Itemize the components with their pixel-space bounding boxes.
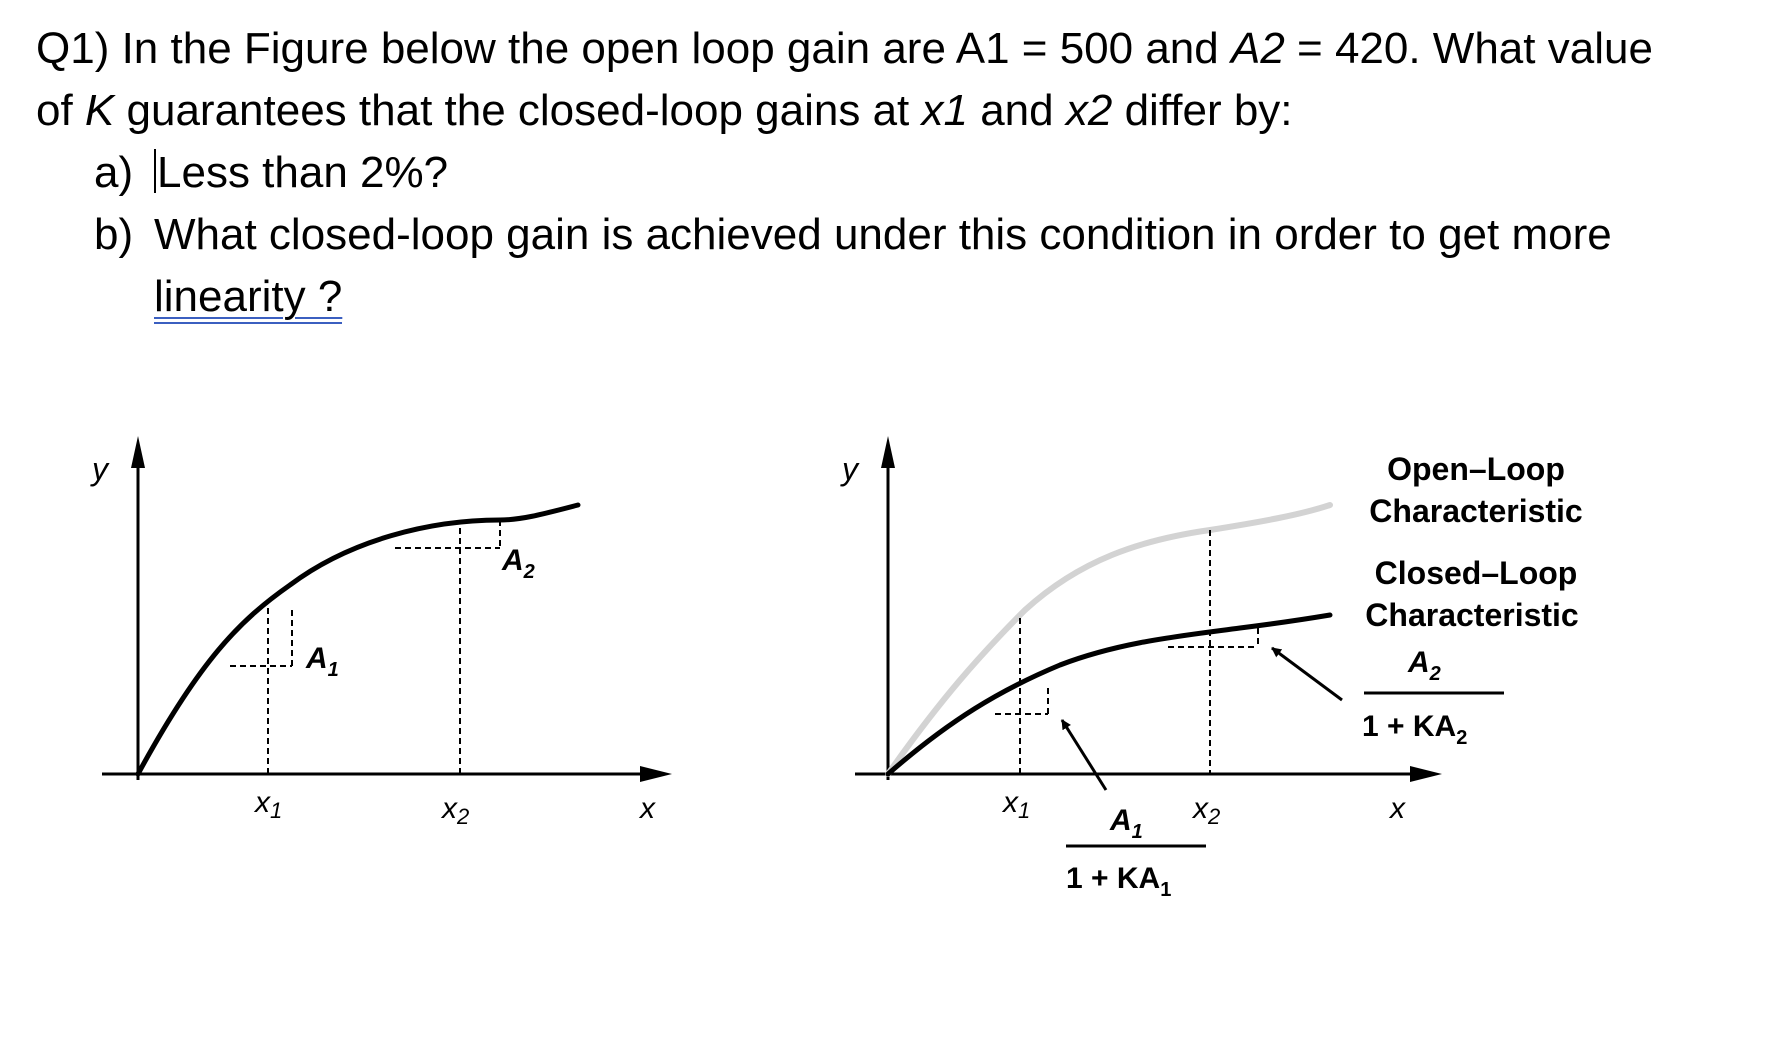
a2-symbol: A2 bbox=[1230, 24, 1285, 73]
frac1-numerator: $A_1$ bbox=[1110, 804, 1143, 843]
right-plot bbox=[840, 436, 1583, 901]
q2-start: of bbox=[36, 86, 85, 135]
a1-label: $A_1$ bbox=[306, 642, 339, 681]
right-y-label: y bbox=[842, 451, 858, 487]
q2-end: differ by: bbox=[1112, 86, 1293, 135]
right-x1-label: $x_1$ bbox=[1003, 786, 1031, 823]
q2-mid: guarantees that the closed-loop gains at bbox=[114, 86, 922, 135]
x2-symbol: x2 bbox=[1065, 86, 1113, 135]
frac2-numerator: $A_2$ bbox=[1408, 646, 1441, 685]
right-x2-guides bbox=[1168, 530, 1258, 774]
frac2-denominator: $1 + KA_2$ bbox=[1362, 710, 1468, 749]
left-y-arrow-icon bbox=[131, 436, 145, 468]
open-loop-label-1: Open–Loop bbox=[1387, 451, 1565, 487]
right-y-arrow-icon bbox=[881, 436, 895, 468]
left-x-label: x bbox=[640, 792, 655, 825]
arrow-to-x2-slope-icon bbox=[1272, 648, 1342, 700]
part-b-text[interactable]: What closed-loop gain is achieved under this condition in order to get more bbox=[154, 210, 1612, 259]
q2-and: and bbox=[967, 86, 1066, 135]
frac1-denominator: $1 + KA_1$ bbox=[1066, 862, 1172, 901]
right-x-arrow-icon bbox=[1410, 766, 1442, 782]
question-line-1-text: Q1) In the Figure below the open loop gain are A1 = 500 and bbox=[36, 24, 1231, 73]
part-b-text-link[interactable]: linearity ? bbox=[154, 272, 342, 324]
left-y-label: y bbox=[92, 451, 108, 487]
open-loop-label-2: Characteristic bbox=[1369, 493, 1583, 529]
left-x1-label: $x_1$ bbox=[255, 786, 283, 823]
right-x-label: x bbox=[1390, 792, 1405, 825]
open-loop-curve bbox=[888, 505, 1330, 774]
part-a-label: a) bbox=[94, 148, 134, 197]
a1-slope-triangle bbox=[230, 608, 292, 774]
arrow-to-x1-slope-icon bbox=[1062, 720, 1106, 790]
a2-slope-triangle bbox=[395, 520, 500, 774]
left-x2-label: $x_2$ bbox=[442, 792, 470, 829]
x1-symbol: x1 bbox=[921, 86, 968, 135]
right-x2-label: $x_2$ bbox=[1193, 792, 1221, 829]
a2-label: $A_2$ bbox=[502, 544, 535, 583]
closed-loop-curve bbox=[888, 615, 1330, 774]
question-line-1-tail: = 420. What value bbox=[1284, 24, 1653, 73]
part-b-label: b) bbox=[94, 210, 134, 259]
left-x-arrow-icon bbox=[640, 766, 672, 782]
k-symbol: K bbox=[84, 86, 115, 135]
closed-loop-label-2: Characteristic bbox=[1365, 597, 1579, 633]
part-a-text[interactable]: Less than 2%? bbox=[157, 148, 449, 197]
right-x1-guides bbox=[995, 618, 1048, 774]
closed-loop-label-1: Closed–Loop bbox=[1374, 555, 1578, 591]
left-plot bbox=[90, 436, 672, 829]
